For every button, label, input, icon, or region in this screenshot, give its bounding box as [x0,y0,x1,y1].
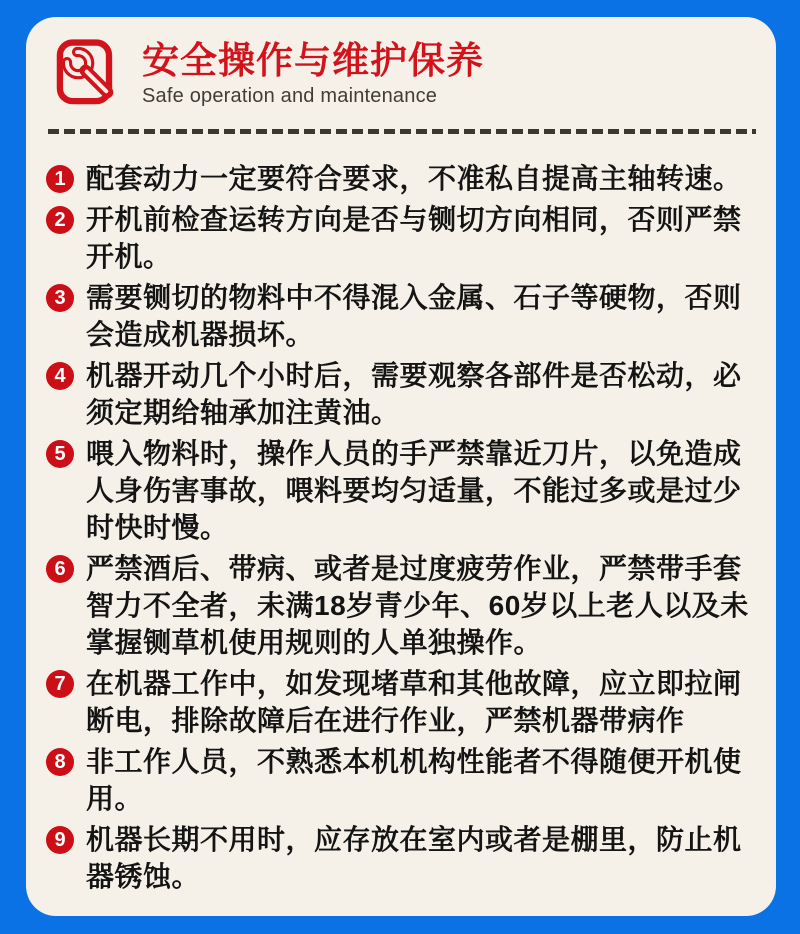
item-number-badge: 8 [46,748,74,776]
list-item [46,665,754,739]
list-item [46,357,754,431]
page-subtitle: Safe operation and maintenance [142,84,438,107]
list-item [46,160,754,197]
item-number-badge: 4 [46,362,74,390]
list-item [46,201,754,275]
item-text: 机器长期不用时，应存放在室内或者是棚里，防止机器锈蚀。 [86,824,742,892]
list-item [46,743,754,817]
safety-list [46,160,760,895]
header [52,37,760,113]
item-number-badge: 9 [46,826,74,854]
header-titles [142,42,484,108]
item-text: 喂入物料时，操作人员的手严禁靠近刀片，以免造成人身伤害事故，喂料要均匀适量，不能过多或是过少时快时慢。 [86,438,742,543]
dashed-divider [48,129,756,134]
list-item [46,821,754,895]
item-number-badge: 6 [46,555,74,583]
item-text: 非工作人员，不熟悉本机机构性能者不得随便开机使用。 [86,746,742,814]
item-text: 开机前检查运转方向是否与铡切方向相同，否则严禁开机。 [86,204,742,272]
page-title: 安全操作与维护保养 [142,40,484,82]
item-text: 需要铡切的物料中不得混入金属、石子等硬物，否则会造成机器损坏。 [86,282,742,350]
item-number-badge: 5 [46,440,74,468]
item-text: 机器开动几个小时后，需要观察各部件是否松动，必须定期给轴承加注黄油。 [86,360,742,428]
item-text: 在机器工作中，如发现堵草和其他故障，应立即拉闸断电，排除故障后在进行作业，严禁机器带病作 [86,668,742,736]
item-text: 配套动力一定要符合要求，不准私自提高主轴转速。 [86,163,742,194]
item-number-badge: 2 [46,206,74,234]
list-item [46,435,754,546]
wrench-tool-icon [52,37,128,113]
item-number-badge: 1 [46,165,74,193]
item-number-badge: 3 [46,284,74,312]
item-text: 严禁酒后、带病、或者是过度疲劳作业，严禁带手套智力不全者，未满18岁青少年、60岁以上老人以及未掌握铡草机使用规则的人单独操作。 [86,553,749,658]
list-item [46,279,754,353]
item-number-badge: 7 [46,670,74,698]
list-item [46,550,754,661]
content-card [26,17,776,916]
